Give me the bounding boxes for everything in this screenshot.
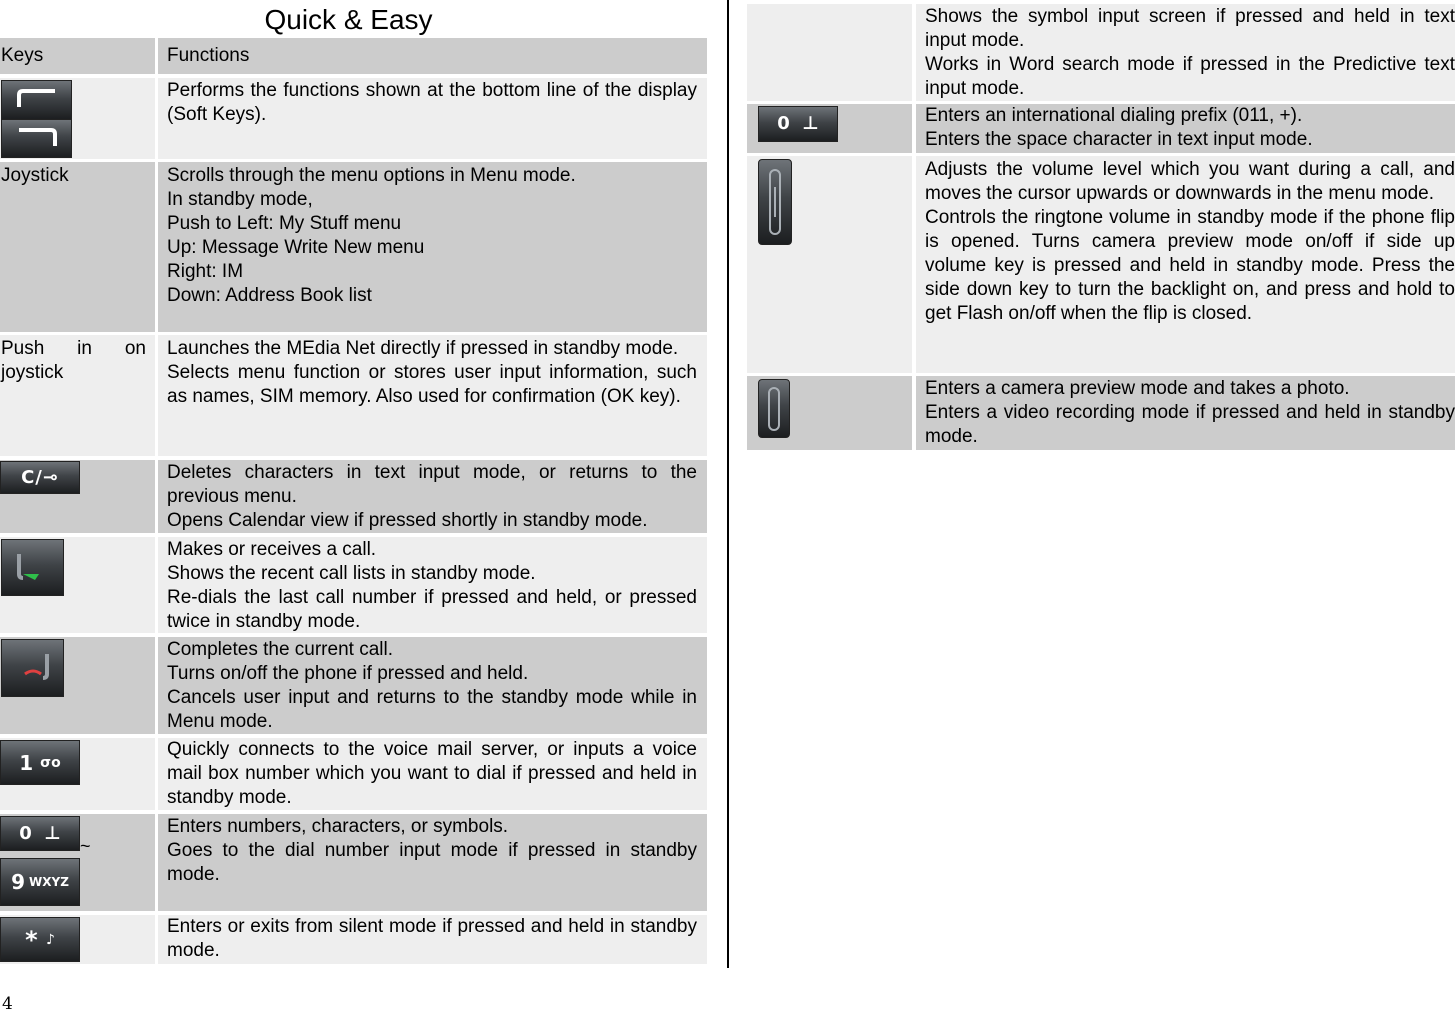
table-row-key <box>747 104 912 153</box>
table-row-function: Enters or exits from silent mode if pressed and held in standby mode. <box>158 915 707 964</box>
soft-keys-icon <box>1 80 72 120</box>
table-row-function: Completes the current call. Turns on/off the phone if pressed and held. Cancels user input and returns to the standby mode while in Menu mode. <box>158 637 707 734</box>
end-key-icon <box>1 639 64 697</box>
table-row-function: Scrolls through the menu options in Menu mode. In standby mode, Push to Left: My Stuff menu Up: Message Write New menu Right: IM Down: Address Book list <box>158 162 707 332</box>
page-title: Quick & Easy <box>264 4 433 35</box>
header-keys: Keys <box>0 38 155 74</box>
table-row-key <box>0 460 155 533</box>
soft-keys-icon <box>1 119 72 158</box>
table-row-key <box>0 915 155 964</box>
table-row-key <box>747 376 912 450</box>
table-row-function: Performs the functions shown at the bottom line of the display (Soft Keys). <box>158 78 707 159</box>
clear-key-icon: C/⊸ <box>0 461 80 494</box>
table-row-key <box>0 738 155 810</box>
table-row-function: Deletes characters in text input mode, or returns to the previous menu. Opens Calendar view if pressed shortly in standby mode. <box>158 460 707 533</box>
table-row-key <box>0 537 155 633</box>
volume-key-icon <box>758 159 792 245</box>
table-row-key: Joystick <box>0 162 155 332</box>
table-row-function: Shows the symbol input screen if pressed and held in text input mode. Works in Word search mode if pressed in the Predictive text input mode. <box>916 4 1455 101</box>
table-row-key <box>747 4 912 101</box>
page-number: 4 <box>2 994 13 1014</box>
header-functions: Functions <box>158 38 707 74</box>
key-range-separator: ~ <box>80 836 91 856</box>
camera-key-icon <box>758 379 790 438</box>
table-row-function: Makes or receives a call. Shows the recent call lists in standby mode. Re-dials the last call number if pressed and held, or pressed twice in standby mode. <box>158 537 707 633</box>
table-row-key <box>0 637 155 734</box>
table-row-key <box>747 156 912 373</box>
zero-key-icon: 0 ⊥ <box>0 816 80 851</box>
table-row-key: Push in on joystick <box>0 335 155 456</box>
table-row-function: Enters an international dialing prefix (011, +). Enters the space character in text input mode. <box>916 104 1455 153</box>
table-row-key <box>0 814 155 911</box>
star-key-icon: * ♪ <box>0 917 80 962</box>
table-row-function: Enters a camera preview mode and takes a photo. Enters a video recording mode if pressed and held in standby mode. <box>916 376 1455 450</box>
table-row-function: Launches the MEdia Net directly if pressed in standby mode. Selects menu function or stores user input information, such as names, SIM memory. Also used for confirmation (OK key). <box>158 335 707 456</box>
voicemail-key-icon: 1 σο <box>0 740 80 785</box>
table-row-function: Enters numbers, characters, or symbols. Goes to the dial number input mode if pressed in standby mode. <box>158 814 707 911</box>
send-key-icon <box>1 539 64 596</box>
table-row-function: Quickly connects to the voice mail server, or inputs a voice mail box number which you want to dial if pressed and held in standby mode. <box>158 738 707 810</box>
table-row-function: Adjusts the volume level which you want during a call, and moves the cursor upwards or downwards in the menu mode. Controls the ringtone volume in standby mode if the phone flip is opened. Turns camera preview mode on/off if side up volume key is pressed and held in standby mode. Press the side down key to turn the backlight on, and press and hold to get Flash on/off when the flip is closed. <box>916 156 1455 373</box>
nine-key-icon: 9 WXYZ <box>0 858 80 906</box>
zero-key-icon: 0 ⊥ <box>758 106 838 142</box>
column-divider <box>727 0 729 968</box>
table-row-key <box>0 78 155 159</box>
